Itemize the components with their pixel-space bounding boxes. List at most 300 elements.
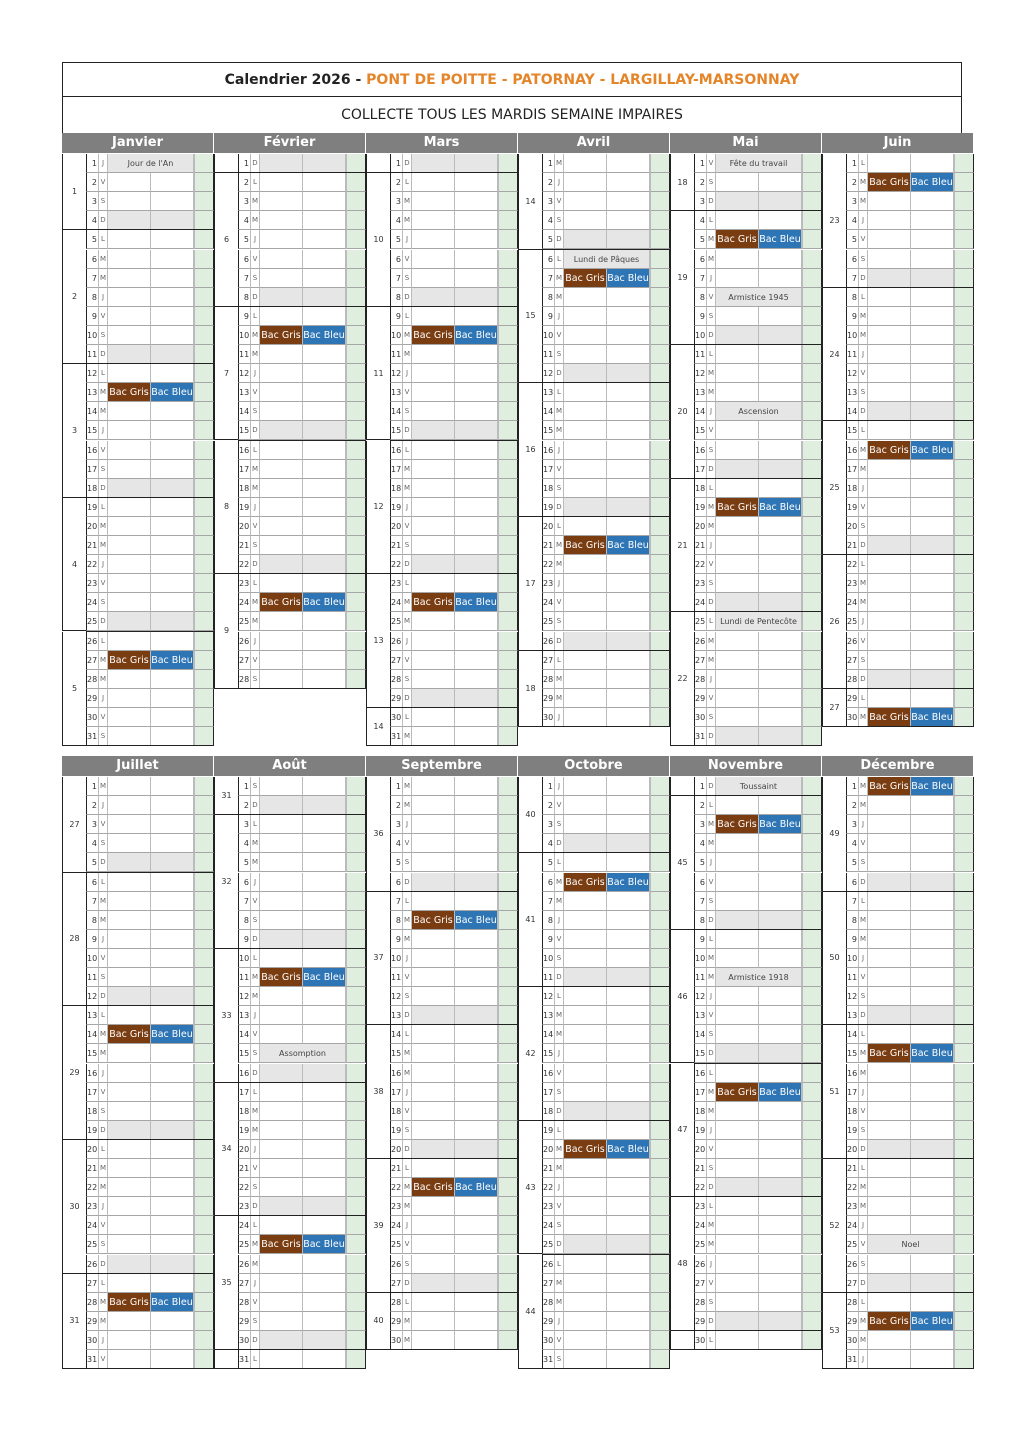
- day-row: [846, 173, 974, 192]
- day-number: 5: [694, 230, 707, 249]
- week-separator: [694, 1330, 822, 1331]
- slot-empty: [260, 250, 303, 269]
- green-strip: [650, 815, 670, 834]
- slot-empty: [151, 1255, 194, 1274]
- week-number: 23: [822, 154, 846, 288]
- week-separator: [86, 631, 214, 632]
- slot-empty: [412, 1255, 455, 1274]
- green-strip: [194, 307, 214, 326]
- week-separator: [694, 210, 822, 211]
- slot-empty: [108, 192, 151, 211]
- slot-empty: [716, 632, 759, 651]
- slot-empty: [911, 421, 954, 440]
- green-strip: [194, 670, 214, 689]
- slot-empty: [412, 727, 455, 746]
- slot-empty: [716, 1255, 759, 1274]
- day-row: [238, 930, 366, 949]
- green-strip: [194, 777, 214, 796]
- day-number: 10: [86, 949, 99, 968]
- day-number: 13: [542, 1006, 555, 1025]
- day-number: 25: [542, 612, 555, 631]
- day-number: 21: [86, 1159, 99, 1178]
- day-letter: S: [555, 479, 564, 498]
- slot-empty: [911, 1102, 954, 1121]
- day-letter: M: [707, 1102, 716, 1121]
- day-number: 15: [694, 1044, 707, 1063]
- day-row: [846, 460, 974, 479]
- day-number: 26: [846, 632, 859, 651]
- slot-empty: [607, 479, 650, 498]
- green-strip: [194, 288, 214, 307]
- slot-empty: [412, 1235, 455, 1254]
- day-letter: M: [99, 1025, 108, 1044]
- day-letter: D: [251, 1197, 260, 1216]
- day-number: 23: [390, 1197, 403, 1216]
- day-number: 19: [86, 498, 99, 517]
- slot-empty: [108, 1083, 151, 1102]
- slot-empty: [759, 479, 802, 498]
- green-strip: [954, 1044, 974, 1063]
- day-number: 27: [238, 651, 251, 670]
- week-number: 44: [518, 1255, 542, 1370]
- day-row: [542, 1102, 670, 1121]
- slot-empty: [151, 987, 194, 1006]
- green-strip: [194, 1121, 214, 1140]
- green-strip: [650, 307, 670, 326]
- day-number: 4: [86, 834, 99, 853]
- bac-gris-badge: Bac Gris: [412, 326, 455, 345]
- day-letter: M: [707, 651, 716, 670]
- day-letter: D: [707, 911, 716, 930]
- slot-empty: [759, 555, 802, 574]
- green-strip: [802, 345, 822, 364]
- day-number: 8: [390, 911, 403, 930]
- green-strip: [802, 498, 822, 517]
- week-separator: [238, 688, 366, 689]
- slot-empty: [868, 326, 911, 345]
- week-separator: [390, 440, 518, 441]
- day-row: [846, 1350, 974, 1369]
- slot-empty: [759, 1197, 802, 1216]
- day-letter: M: [707, 230, 716, 249]
- day-row: [542, 364, 670, 383]
- slot-empty: [911, 479, 954, 498]
- slot-empty: [151, 307, 194, 326]
- week-separator: [86, 745, 214, 746]
- day-letter: V: [859, 834, 868, 853]
- green-strip: [346, 1216, 366, 1235]
- day-row: [542, 1121, 670, 1140]
- slot-empty: [607, 930, 650, 949]
- green-strip: [498, 1178, 518, 1197]
- day-letter: D: [555, 632, 564, 651]
- slot-empty: [412, 479, 455, 498]
- slot-empty: [911, 612, 954, 631]
- day-row: [542, 873, 670, 892]
- green-strip: [954, 1006, 974, 1025]
- green-strip: [954, 250, 974, 269]
- day-number: 11: [238, 345, 251, 364]
- slot-empty: [759, 911, 802, 930]
- day-row: [846, 834, 974, 853]
- slot-empty: [716, 892, 759, 911]
- month-header: Juin: [822, 133, 974, 153]
- slot-empty: [564, 1102, 607, 1121]
- day-row: [86, 288, 214, 307]
- slot-empty: [108, 441, 151, 460]
- day-number: 27: [86, 651, 99, 670]
- week-number: [214, 154, 238, 173]
- slot-empty: [108, 949, 151, 968]
- day-row: [846, 892, 974, 911]
- green-strip: [650, 1331, 670, 1350]
- week-number: 13: [366, 574, 390, 708]
- day-row: [86, 727, 214, 746]
- green-strip: [346, 1159, 366, 1178]
- day-row: [238, 796, 366, 815]
- day-letter: V: [251, 1293, 260, 1312]
- slot-empty: [716, 574, 759, 593]
- green-strip: [650, 269, 670, 288]
- day-letter: M: [403, 479, 412, 498]
- slot-empty: [108, 1006, 151, 1025]
- week-number: [670, 777, 694, 796]
- slot-empty: [911, 269, 954, 288]
- day-letter: L: [707, 479, 716, 498]
- day-letter: D: [251, 288, 260, 307]
- day-letter: S: [99, 727, 108, 746]
- day-row: [238, 421, 366, 440]
- slot-empty: [412, 460, 455, 479]
- day-row: [542, 173, 670, 192]
- slot-empty: [759, 727, 802, 746]
- slot-empty: [260, 651, 303, 670]
- slot-empty: [607, 670, 650, 689]
- day-number: 28: [542, 670, 555, 689]
- green-strip: [194, 441, 214, 460]
- day-row: [694, 708, 822, 727]
- green-strip: [650, 441, 670, 460]
- green-strip: [954, 192, 974, 211]
- green-strip: [954, 1274, 974, 1293]
- day-letter: M: [859, 911, 868, 930]
- slot-empty: [868, 949, 911, 968]
- green-strip: [650, 402, 670, 421]
- slot-empty: [868, 479, 911, 498]
- slot-empty: [564, 230, 607, 249]
- bac-gris-badge: Bac Gris: [412, 1178, 455, 1197]
- day-letter: D: [859, 670, 868, 689]
- slot-empty: [151, 930, 194, 949]
- day-row: [846, 1121, 974, 1140]
- green-strip: [194, 651, 214, 670]
- day-number: 12: [694, 364, 707, 383]
- day-number: 28: [238, 1293, 251, 1312]
- slot-empty: [607, 1102, 650, 1121]
- slot-empty: [260, 796, 303, 815]
- green-strip: [802, 1083, 822, 1102]
- slot-empty: [151, 269, 194, 288]
- day-letter: V: [859, 1235, 868, 1254]
- day-letter: L: [707, 1064, 716, 1083]
- week-separator: [390, 306, 518, 307]
- day-row: [238, 517, 366, 536]
- day-letter: S: [251, 670, 260, 689]
- green-strip: [954, 815, 974, 834]
- green-strip: [802, 796, 822, 815]
- day-number: 10: [694, 949, 707, 968]
- day-row: [694, 968, 822, 987]
- slot-empty: [607, 498, 650, 517]
- green-strip: [650, 479, 670, 498]
- day-letter: M: [403, 911, 412, 930]
- slot-empty: [260, 777, 303, 796]
- day-number: 12: [86, 987, 99, 1006]
- slot-empty: [303, 555, 346, 574]
- bac-bleu-badge: Bac Bleu: [455, 593, 498, 612]
- green-strip: [802, 402, 822, 421]
- slot-empty: [868, 1216, 911, 1235]
- green-strip: [498, 307, 518, 326]
- day-number: 30: [694, 708, 707, 727]
- bac-bleu-badge: Bac Bleu: [151, 651, 194, 670]
- slot-empty: [868, 911, 911, 930]
- day-number: 14: [390, 402, 403, 421]
- green-strip: [346, 154, 366, 173]
- slot-empty: [455, 670, 498, 689]
- slot-empty: [564, 815, 607, 834]
- bac-gris-badge: Bac Gris: [108, 1025, 151, 1044]
- slot-empty: [151, 1044, 194, 1063]
- day-number: 4: [238, 211, 251, 230]
- day-letter: D: [251, 1064, 260, 1083]
- slot-empty: [716, 1216, 759, 1235]
- week-number: 3: [62, 364, 86, 498]
- day-row: [390, 689, 518, 708]
- day-letter: L: [251, 1216, 260, 1235]
- slot-empty: [455, 421, 498, 440]
- green-strip: [954, 1064, 974, 1083]
- slot-empty: [455, 708, 498, 727]
- slot-empty: [607, 1274, 650, 1293]
- green-strip: [650, 1044, 670, 1063]
- green-strip: [498, 1083, 518, 1102]
- slot-empty: [151, 968, 194, 987]
- day-row: [238, 612, 366, 631]
- day-letter: M: [707, 498, 716, 517]
- green-strip: [194, 1102, 214, 1121]
- green-strip: [194, 727, 214, 746]
- green-strip: [650, 364, 670, 383]
- day-number: 12: [694, 987, 707, 1006]
- day-number: 21: [846, 1159, 859, 1178]
- day-number: 15: [542, 421, 555, 440]
- slot-empty: [303, 1312, 346, 1331]
- day-number: 13: [694, 1006, 707, 1025]
- slot-empty: [607, 632, 650, 651]
- day-row: [694, 1006, 822, 1025]
- green-strip: [194, 574, 214, 593]
- day-row: [542, 834, 670, 853]
- day-number: 3: [694, 192, 707, 211]
- slot-empty: [607, 853, 650, 872]
- day-row: [86, 1159, 214, 1178]
- day-letter: M: [707, 517, 716, 536]
- day-letter: J: [403, 230, 412, 249]
- day-letter: M: [859, 460, 868, 479]
- day-number: 7: [542, 269, 555, 288]
- day-row: [542, 555, 670, 574]
- day-number: 2: [694, 796, 707, 815]
- day-letter: D: [99, 345, 108, 364]
- month-8: [366, 756, 518, 1352]
- slot-empty: [911, 796, 954, 815]
- green-strip: [802, 632, 822, 651]
- green-strip: [802, 1006, 822, 1025]
- day-number: 6: [694, 873, 707, 892]
- day-number: 22: [542, 1178, 555, 1197]
- bac-gris-badge: Bac Gris: [564, 269, 607, 288]
- green-strip: [650, 689, 670, 708]
- day-number: 20: [86, 1140, 99, 1159]
- day-letter: S: [251, 777, 260, 796]
- day-number: 27: [86, 1274, 99, 1293]
- green-strip: [194, 1331, 214, 1350]
- day-number: 9: [390, 930, 403, 949]
- green-strip: [650, 1159, 670, 1178]
- day-letter: M: [251, 853, 260, 872]
- day-number: 12: [238, 987, 251, 1006]
- green-strip: [802, 651, 822, 670]
- day-row: [390, 383, 518, 402]
- green-strip: [194, 593, 214, 612]
- day-row: [694, 632, 822, 651]
- day-row: [846, 651, 974, 670]
- day-number: 29: [694, 689, 707, 708]
- day-letter: V: [859, 632, 868, 651]
- day-letter: L: [403, 708, 412, 727]
- week-number: 14: [366, 708, 390, 746]
- green-strip: [802, 834, 822, 853]
- day-letter: L: [859, 1293, 868, 1312]
- week-number: 43: [518, 1121, 542, 1255]
- slot-empty: [455, 1255, 498, 1274]
- day-row: [390, 949, 518, 968]
- day-row: [390, 1083, 518, 1102]
- slot-empty: [412, 173, 455, 192]
- slot-empty: [455, 834, 498, 853]
- green-strip: [650, 873, 670, 892]
- slot-empty: [868, 1159, 911, 1178]
- slot-empty: [260, 834, 303, 853]
- day-row: [86, 250, 214, 269]
- slot-empty: [455, 796, 498, 815]
- bac-bleu-badge: Bac Bleu: [607, 269, 650, 288]
- slot-empty: [455, 777, 498, 796]
- slot-empty: [607, 987, 650, 1006]
- slot-empty: [412, 1197, 455, 1216]
- green-strip: [954, 364, 974, 383]
- week-separator: [846, 1024, 974, 1025]
- day-row: [390, 1293, 518, 1312]
- green-strip: [650, 593, 670, 612]
- green-strip: [346, 230, 366, 249]
- day-row: [238, 173, 366, 192]
- month-4: [670, 133, 822, 748]
- calendar-title: [62, 62, 962, 97]
- holiday-label: Armistice 1918: [716, 968, 802, 987]
- week-separator: [86, 1139, 214, 1140]
- slot-empty: [455, 1006, 498, 1025]
- day-row: [846, 612, 974, 631]
- slot-empty: [260, 1274, 303, 1293]
- day-row: [86, 364, 214, 383]
- day-number: 8: [542, 911, 555, 930]
- slot-empty: [455, 402, 498, 421]
- day-letter: V: [555, 593, 564, 612]
- slot-empty: [108, 402, 151, 421]
- green-strip: [650, 632, 670, 651]
- green-strip: [498, 517, 518, 536]
- green-strip: [802, 1159, 822, 1178]
- slot-empty: [716, 651, 759, 670]
- day-letter: M: [555, 1293, 564, 1312]
- green-strip: [346, 1331, 366, 1350]
- green-strip: [802, 727, 822, 746]
- slot-empty: [151, 574, 194, 593]
- day-row: [694, 498, 822, 517]
- slot-empty: [564, 1312, 607, 1331]
- slot-empty: [868, 987, 911, 1006]
- week-separator: [542, 650, 670, 651]
- slot-empty: [108, 574, 151, 593]
- green-strip: [194, 708, 214, 727]
- green-strip: [650, 555, 670, 574]
- green-strip: [954, 689, 974, 708]
- day-row: [542, 326, 670, 345]
- week-separator: [390, 745, 518, 746]
- slot-empty: [303, 1064, 346, 1083]
- slot-empty: [151, 796, 194, 815]
- slot-empty: [455, 632, 498, 651]
- day-letter: M: [403, 612, 412, 631]
- day-row: [542, 853, 670, 872]
- day-letter: V: [403, 834, 412, 853]
- slot-empty: [108, 815, 151, 834]
- slot-empty: [412, 421, 455, 440]
- week-number: 18: [518, 651, 542, 727]
- month-5: [822, 133, 974, 729]
- green-strip: [802, 1293, 822, 1312]
- week-number: 7: [214, 307, 238, 441]
- slot-empty: [759, 326, 802, 345]
- slot-empty: [455, 1064, 498, 1083]
- slot-empty: [716, 211, 759, 230]
- day-row: [846, 536, 974, 555]
- week-number: 36: [366, 777, 390, 892]
- day-letter: S: [859, 1121, 868, 1140]
- slot-empty: [412, 632, 455, 651]
- slot-empty: [455, 307, 498, 326]
- slot-empty: [911, 1159, 954, 1178]
- week-separator: [542, 382, 670, 383]
- month-0: [62, 133, 214, 748]
- day-number: 16: [846, 441, 859, 460]
- day-row: [542, 517, 670, 536]
- day-row: [86, 307, 214, 326]
- day-letter: M: [555, 1025, 564, 1044]
- slot-empty: [564, 1006, 607, 1025]
